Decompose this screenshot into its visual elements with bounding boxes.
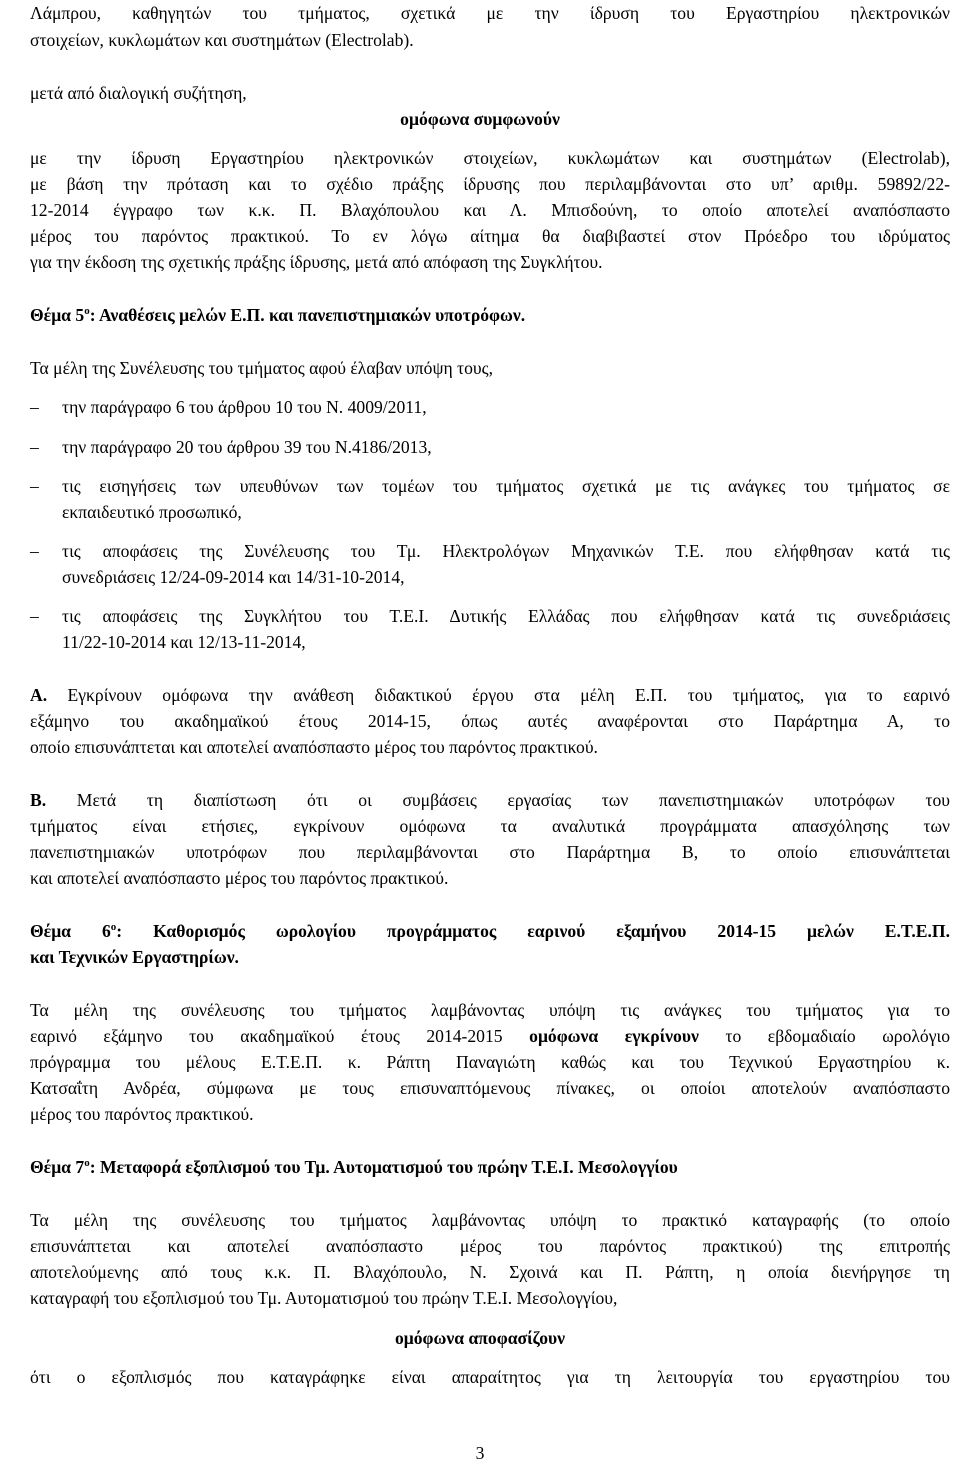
text-line: με την ίδρυση Εργαστηρίου ηλεκτρονικών στοιχείων, κυκλωμάτων και συστημάτων (Electrolab), (30, 148, 950, 168)
text-line: Τα μέλη της συνέλευσης του τμήματος λαμβάνοντας υπόψη το πρακτικό καταγραφής (το οποίο (30, 1210, 950, 1230)
bullet-dash: – (30, 476, 39, 496)
text-line: εαρινό εξάμηνο του ακαδημαϊκού έτους 2014-2015 ομόφωνα εγκρίνουν το εβδομαδιαίο ωρολόγιο (30, 1026, 950, 1046)
text-line: και αποτελεί αναπόσπαστο μέρος του παρόντος πρακτικού. (30, 868, 449, 888)
text-line: 12-2014 έγγραφο των κ.κ. Π. Βλαχόπουλου και Λ. Μπισδούνη, το οποίο αποτελεί αναπόσπαστο (30, 200, 950, 220)
text-line: αποτελούμενης από τους κ.κ. Π. Βλαχόπουλο, Ν. Σχοινά και Π. Ράπτη, η οποία διενήργησε τη (30, 1262, 950, 1282)
text-line: με βάση την πρόταση και το σχέδιο πράξης ίδρυσης που περιλαμβάνονται στο υπ’ αριθμ. 59892/22- (30, 174, 950, 194)
section-heading-6: Θέμα $6^o$: Καθορισμός ωρολογίου προγράμματος εαρινού εξαμήνου 2014-15 μελών Ε.Τ.Ε.Π. (30, 921, 950, 941)
text-line: καταγραφή του εξοπλισμού του Τμ. Αυτοματισμού του πρώην Τ.Ε.Ι. Μεσολογγίου, (30, 1288, 618, 1308)
bullet-dash: – (30, 397, 39, 417)
text-line: τμήματος είναι ετήσιες, εγκρίνουν ομόφωνα τα αναλυτικά προγράμματα απασχόλησης των (30, 816, 950, 836)
text-line: Κατσαΐτη Ανδρέα, σύμφωνα με τους επισυναπτόμενους πίνακες, οι οποίοι αποτελούν αναπόσπαστο (30, 1078, 950, 1098)
decision-a-line: Α. Εγκρίνουν ομόφωνα την ανάθεση διδακτικού έργου στα μέλη Ε.Π. του τμήματος, για το εαρινό (30, 685, 950, 705)
list-item: την παράγραφο 20 του άρθρου 39 του Ν.4186/2013, (62, 437, 432, 457)
bullet-dash: – (30, 437, 39, 457)
list-item-cont: συνεδριάσεις 12/24-09-2014 και 14/31-10-2014, (62, 567, 405, 587)
text-line: ότι ο εξοπλισμός που καταγράφηκε είναι απαραίτητος για τη λειτουργία του εργαστηρίου του (30, 1367, 950, 1387)
list-item: την παράγραφο 6 του άρθρου 10 του Ν. 4009/2011, (62, 397, 427, 417)
section-heading-6-cont: και Τεχνικών Εργαστηρίων. (30, 947, 239, 967)
text-line: εξάμηνο του ακαδημαϊκού έτους 2014-15, όπως αυτές αναφέρονται στο Παράρτημα Α, το (30, 711, 950, 731)
text-line: μετά από διαλογική συζήτηση, (30, 83, 247, 103)
text-line: μέρος του παρόντος πρακτικού. Το εν λόγω αίτημα θα διαβιβαστεί στον Πρόεδρο του ιδρύματος (30, 226, 950, 246)
decision-b-line: Β. Μετά τη διαπίστωση ότι οι συμβάσεις εργασίας των πανεπιστημιακών υποτρόφων του (30, 790, 950, 810)
text-line: πανεπιστημιακών υποτρόφων που περιλαμβάνονται στο Παράρτημα Β, το οποίο επισυνάπτεται (30, 842, 950, 862)
section-heading-7: Θέμα $7^o$: Μεταφορά εξοπλισμού του Τμ. Αυτοματισμού του πρώην Τ.Ε.Ι. Μεσολογγίου (30, 1157, 678, 1177)
text-line: μέρος του παρόντος πρακτικού. (30, 1104, 254, 1124)
text-line: οποίο επισυνάπτεται και αποτελεί αναπόσπαστο μέρος του παρόντος πρακτικού. (30, 737, 598, 757)
list-item-cont: 11/22-10-2014 και 12/13-11-2014, (62, 632, 306, 652)
list-item: τις αποφάσεις της Συγκλήτου του Τ.Ε.Ι. Δυτικής Ελλάδας που ελήφθησαν κατά τις συνεδριάσεις (62, 606, 950, 626)
bullet-dash: – (30, 606, 39, 626)
section-heading-5: Θέμα $5^o$: Αναθέσεις μελών Ε.Π. και πανεπιστημιακών υποτρόφων. (30, 305, 526, 325)
decision-heading: ομόφωνα συμφωνούν (400, 109, 560, 129)
text-line: στοιχείων, κυκλωμάτων και συστημάτων (Electrolab). (30, 30, 414, 50)
text-line: για την έκδοση της σχετικής πράξης ίδρυσης, μετά από απόφαση της Συγκλήτου. (30, 252, 603, 272)
bullet-dash: – (30, 541, 39, 561)
text-line: πρόγραμμα του μέλους Ε.Τ.Ε.Π. κ. Ράπτη Παναγιώτη καθώς και του Τεχνικού Εργαστηρίου κ. (30, 1052, 950, 1072)
list-item-cont: εκπαιδευτικό προσωπικό, (62, 502, 242, 522)
list-item: τις αποφάσεις της Συνέλευσης του Τμ. Ηλεκτρολόγων Μηχανικών Τ.Ε. που ελήφθησαν κατά τις (62, 541, 950, 561)
page-number: 3 (475, 1443, 485, 1463)
text-line: Λάμπρου, καθηγητών του τμήματος, σχετικά με την ίδρυση του Εργαστηρίου ηλεκτρονικών (30, 3, 950, 23)
list-item: τις εισηγήσεις των υπευθύνων των τομέων του τμήματος σχετικά με τις ανάγκες του τμήματος σε (62, 476, 950, 496)
decision-heading: ομόφωνα αποφασίζουν (394, 1328, 566, 1348)
text-line: Τα μέλη της συνέλευσης του τμήματος λαμβάνοντας υπόψη τις ανάγκες του τμήματος για το (30, 1000, 950, 1020)
text-line: επισυνάπτεται και αποτελεί αναπόσπαστο μέρος του παρόντος πρακτικού) της επιτροπής (30, 1236, 950, 1256)
text-line: Τα μέλη της Συνέλευσης του τμήματος αφού έλαβαν υπόψη τους, (30, 358, 494, 378)
